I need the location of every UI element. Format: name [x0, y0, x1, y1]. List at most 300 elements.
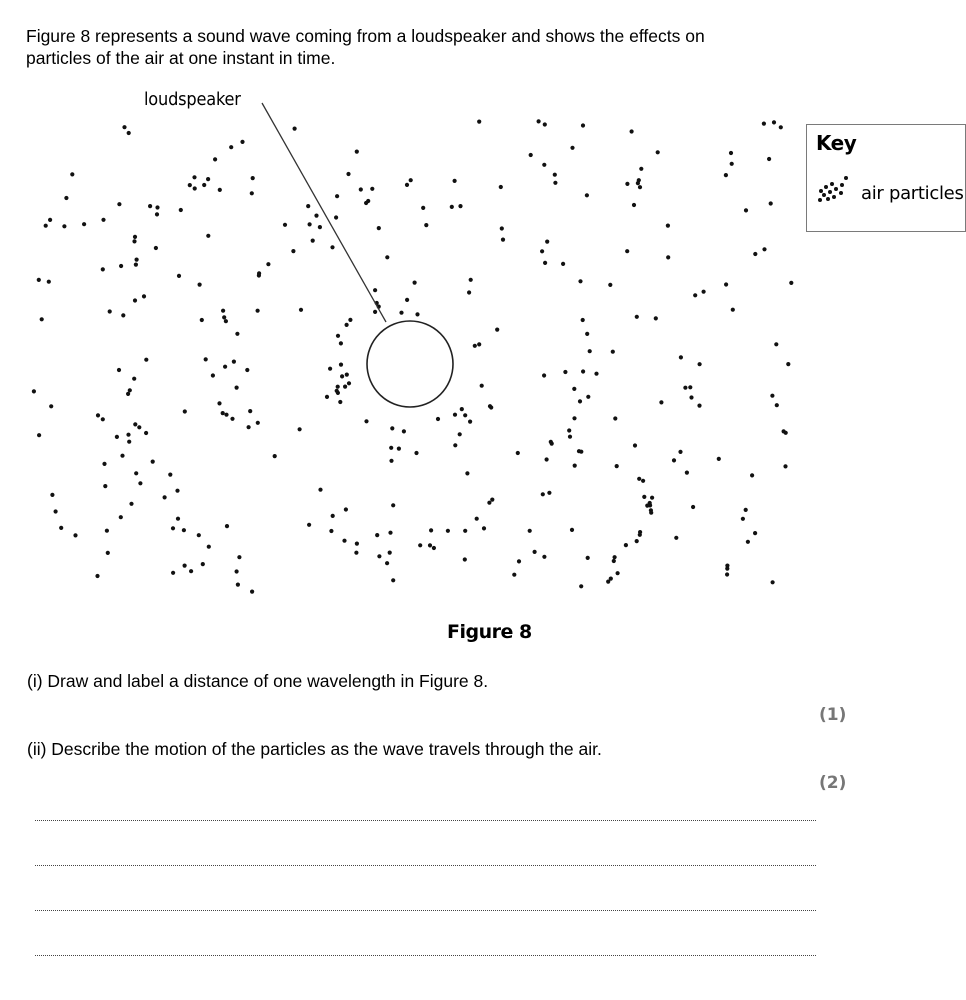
question-part-ii: (ii) Describe the motion of the particles as the wave travels through the air. [27, 739, 602, 759]
air-particle [237, 555, 241, 559]
air-particle [642, 495, 646, 499]
air-particle [328, 367, 332, 371]
air-particle [126, 392, 130, 396]
air-particle [724, 173, 728, 177]
air-particle [133, 298, 137, 302]
air-particle [122, 125, 126, 129]
air-particle [50, 493, 54, 497]
air-particle [638, 533, 642, 537]
air-particle [348, 318, 352, 322]
air-particle [775, 403, 779, 407]
air-particle [314, 214, 318, 218]
air-particle [175, 489, 179, 493]
loudspeaker-circle [367, 321, 453, 407]
air-particle [217, 401, 221, 405]
air-particle [540, 249, 544, 253]
air-particle [678, 450, 682, 454]
air-particle [391, 503, 395, 507]
air-particle [421, 206, 425, 210]
air-particle [762, 247, 766, 251]
air-particle [402, 429, 406, 433]
air-particle [48, 218, 52, 222]
air-particle [133, 422, 137, 426]
air-particle [377, 226, 381, 230]
air-particle [517, 559, 521, 563]
air-particle [469, 278, 473, 282]
figure-caption: Figure 8 [447, 621, 532, 643]
air-particle [105, 529, 109, 533]
air-particle [561, 262, 565, 266]
air-particle [345, 323, 349, 327]
air-particle [731, 308, 735, 312]
air-particle [482, 526, 486, 530]
air-particle [192, 175, 196, 179]
air-particle [729, 151, 733, 155]
air-particle [229, 145, 233, 149]
air-particle [586, 556, 590, 560]
air-particle [588, 349, 592, 353]
air-particle [432, 546, 436, 550]
air-particle [553, 173, 557, 177]
answer-line[interactable] [35, 865, 816, 866]
air-particle [37, 433, 41, 437]
air-particle [453, 413, 457, 417]
air-particle [542, 555, 546, 559]
air-particle [318, 225, 322, 229]
air-particle [306, 204, 310, 208]
air-particle [463, 557, 467, 561]
air-particle [581, 318, 585, 322]
air-particle [335, 194, 339, 198]
air-particle [32, 389, 36, 393]
air-particle [542, 373, 546, 377]
air-particle [129, 502, 133, 506]
air-particle [480, 384, 484, 388]
air-particle [413, 281, 417, 285]
air-particle [182, 528, 186, 532]
air-particles-icon [815, 173, 855, 213]
air-particle [724, 282, 728, 286]
air-particle [342, 539, 346, 543]
air-particle [340, 374, 344, 378]
air-particle [120, 454, 124, 458]
air-particle [730, 162, 734, 166]
air-particle [132, 239, 136, 243]
air-particle [197, 533, 201, 537]
air-particle [142, 294, 146, 298]
answer-line[interactable] [35, 910, 816, 911]
air-particle [293, 127, 297, 131]
air-particle [753, 252, 757, 256]
air-particle [774, 342, 778, 346]
loudspeaker-label: loudspeaker [144, 89, 241, 110]
air-particle [73, 533, 77, 537]
air-particle [240, 140, 244, 144]
air-particle [133, 235, 137, 239]
air-particle [424, 223, 428, 227]
air-particle [354, 551, 358, 555]
air-particle [779, 125, 783, 129]
air-particle [529, 153, 533, 157]
air-particle [545, 457, 549, 461]
air-particle [688, 385, 692, 389]
air-particle [573, 464, 577, 468]
air-particle [151, 460, 155, 464]
air-particle [251, 176, 255, 180]
air-particle [633, 443, 637, 447]
air-particle [336, 391, 340, 395]
air-particle [44, 224, 48, 228]
air-particle [103, 484, 107, 488]
air-particle [117, 368, 121, 372]
question-part-i: (i) Draw and label a distance of one wavelength in Figure 8. [27, 671, 489, 691]
air-particle [656, 150, 660, 154]
air-particle [608, 283, 612, 287]
air-particle [339, 341, 343, 345]
air-particle [64, 196, 68, 200]
air-particle [645, 504, 649, 508]
air-particle [786, 362, 790, 366]
air-particle [54, 509, 58, 513]
air-particle [108, 309, 112, 313]
air-particle [198, 283, 202, 287]
air-particle [101, 417, 105, 421]
air-particle [134, 263, 138, 267]
air-particle [336, 385, 340, 389]
air-particle [230, 417, 234, 421]
air-particle [82, 222, 86, 226]
air-particle [495, 328, 499, 332]
air-particle [689, 395, 693, 399]
air-particle [418, 543, 422, 547]
air-particle [659, 400, 663, 404]
air-particle [578, 279, 582, 283]
air-particle [625, 249, 629, 253]
air-particle [579, 450, 583, 454]
air-particle [236, 583, 240, 587]
air-particle [183, 409, 187, 413]
air-particle [207, 545, 211, 549]
air-particle [250, 590, 254, 594]
air-particle [436, 417, 440, 421]
air-particle [144, 431, 148, 435]
air-particle [516, 451, 520, 455]
air-particle [155, 205, 159, 209]
air-particle [202, 183, 206, 187]
air-particle [458, 204, 462, 208]
air-particle [221, 411, 225, 415]
air-particle [213, 157, 217, 161]
air-particle [563, 370, 567, 374]
air-particle [666, 255, 670, 259]
air-particle [177, 274, 181, 278]
key-item-label: air particles [861, 183, 964, 204]
air-particle [594, 372, 598, 376]
air-particle [698, 362, 702, 366]
air-particle [201, 562, 205, 566]
air-particle [586, 395, 590, 399]
air-particle [171, 571, 175, 575]
air-particle [635, 539, 639, 543]
air-particle [225, 524, 229, 528]
air-particle [567, 428, 571, 432]
air-particle [772, 120, 776, 124]
air-particle [702, 290, 706, 294]
air-particle [568, 435, 572, 439]
air-particle [70, 172, 74, 176]
air-particle [364, 201, 368, 205]
air-particle [148, 204, 152, 208]
air-particle [188, 183, 192, 187]
air-particle [581, 369, 585, 373]
air-particle [224, 319, 228, 323]
air-particle [771, 580, 775, 584]
air-particle [325, 395, 329, 399]
air-particle [616, 571, 620, 575]
air-particle [256, 309, 260, 313]
air-particle [218, 188, 222, 192]
air-particle [355, 542, 359, 546]
air-particle [247, 425, 251, 429]
air-particle [189, 569, 193, 573]
air-particle [273, 454, 277, 458]
air-particle [635, 315, 639, 319]
question-intro [26, 25, 826, 69]
air-particle [373, 288, 377, 292]
air-particle [345, 373, 349, 377]
air-particle [224, 413, 228, 417]
air-particle [329, 529, 333, 533]
air-particle [385, 255, 389, 259]
air-particle [390, 426, 394, 430]
air-particle [397, 447, 401, 451]
air-particle [336, 334, 340, 338]
air-particle [691, 505, 695, 509]
air-particle [500, 226, 504, 230]
air-particle [115, 435, 119, 439]
air-particle [550, 442, 554, 446]
air-particle [299, 308, 303, 312]
air-particle [553, 181, 557, 185]
air-particle [463, 529, 467, 533]
air-particle [409, 178, 413, 182]
air-particle [415, 312, 419, 316]
air-particle [725, 567, 729, 571]
air-particle [96, 413, 100, 417]
air-particle [639, 167, 643, 171]
intro-line-1: Figure 8 represents a sound wave coming from a loudspeaker and shows the effects on [26, 26, 705, 46]
air-particle [127, 131, 131, 135]
air-particle [581, 123, 585, 127]
air-particle [533, 550, 537, 554]
air-particle [388, 531, 392, 535]
air-particle [579, 584, 583, 588]
air-particle [307, 523, 311, 527]
air-particle [388, 551, 392, 555]
air-particle [572, 416, 576, 420]
air-particle [725, 572, 729, 576]
air-particle [638, 185, 642, 189]
air-particle [155, 212, 159, 216]
air-particle [770, 394, 774, 398]
air-particle [206, 234, 210, 238]
air-particle [570, 146, 574, 150]
air-particle [467, 290, 471, 294]
intro-line-2: particles of the air at one instant in time. [26, 48, 336, 68]
air-particle [154, 246, 158, 250]
air-particle [465, 471, 469, 475]
air-particle [429, 528, 433, 532]
air-particle [176, 517, 180, 521]
air-particle [95, 574, 99, 578]
air-particle [446, 529, 450, 533]
air-particle [223, 365, 227, 369]
air-particle [344, 507, 348, 511]
air-particle [117, 202, 121, 206]
air-particle [609, 577, 613, 581]
air-particle [204, 357, 208, 361]
key-box [806, 124, 966, 232]
answer-line[interactable] [35, 955, 816, 956]
air-particle [370, 187, 374, 191]
air-particle [389, 459, 393, 463]
air-particle [501, 238, 505, 242]
air-particle [693, 293, 697, 297]
air-particle [119, 264, 123, 268]
air-particle [126, 433, 130, 437]
air-particle [405, 298, 409, 302]
air-particle [168, 473, 172, 477]
air-particle [318, 488, 322, 492]
air-particle [222, 315, 226, 319]
air-particle [615, 464, 619, 468]
air-particle [179, 208, 183, 212]
air-particle [330, 245, 334, 249]
air-particle [339, 363, 343, 367]
air-particle [636, 181, 640, 185]
air-particle [334, 215, 338, 219]
air-particle [101, 218, 105, 222]
air-particle [578, 399, 582, 403]
air-particle [163, 495, 167, 499]
air-particle [428, 543, 432, 547]
air-particle [542, 163, 546, 167]
air-particle [359, 187, 363, 191]
air-particle [683, 386, 687, 390]
air-particle [373, 310, 377, 314]
air-particle [308, 222, 312, 226]
air-particle [134, 471, 138, 475]
air-particle [355, 150, 359, 154]
air-particle [537, 119, 541, 123]
air-particle [784, 431, 788, 435]
air-particle [298, 427, 302, 431]
air-particle [545, 240, 549, 244]
air-particle [144, 358, 148, 362]
air-particle [649, 511, 653, 515]
air-particle [625, 182, 629, 186]
air-particle [405, 183, 409, 187]
air-particle [450, 205, 454, 209]
air-particle [744, 508, 748, 512]
air-particle [630, 129, 634, 133]
air-particle [473, 344, 477, 348]
air-particle [611, 350, 615, 354]
air-particle [399, 311, 403, 315]
answer-line[interactable] [35, 820, 816, 821]
air-particle [283, 223, 287, 227]
air-particle [458, 432, 462, 436]
air-particle [119, 515, 123, 519]
air-particle [789, 281, 793, 285]
air-particle [200, 318, 204, 322]
air-particle [235, 569, 239, 573]
air-particle [547, 491, 551, 495]
loudspeaker-leader-line [262, 103, 386, 322]
air-particle [364, 419, 368, 423]
air-particle [637, 477, 641, 481]
air-particle [477, 120, 481, 124]
air-particle [343, 385, 347, 389]
air-particle [206, 177, 210, 181]
air-particle [453, 179, 457, 183]
air-particle [475, 517, 479, 521]
air-particle [750, 473, 754, 477]
air-particle [248, 409, 252, 413]
air-particle [697, 404, 701, 408]
air-particle [245, 368, 249, 372]
air-particle [49, 404, 53, 408]
air-particle [132, 377, 136, 381]
air-particle [391, 578, 395, 582]
air-particle [221, 309, 225, 313]
air-particle [685, 471, 689, 475]
air-particle [762, 122, 766, 126]
air-particle [460, 407, 464, 411]
air-particle [183, 564, 187, 568]
air-particle [311, 239, 315, 243]
air-particle [717, 457, 721, 461]
air-particle [767, 157, 771, 161]
air-particle [331, 514, 335, 518]
air-particle [613, 416, 617, 420]
air-particle [468, 420, 472, 424]
air-particle [453, 443, 457, 447]
air-particle [654, 316, 658, 320]
air-particle [499, 185, 503, 189]
air-particle [528, 529, 532, 533]
air-particle [389, 446, 393, 450]
air-particle [746, 540, 750, 544]
key-title: Key [816, 131, 857, 155]
air-particle [37, 278, 41, 282]
air-particle [375, 533, 379, 537]
sound-wave-figure [0, 80, 800, 610]
air-particle [463, 413, 467, 417]
air-particle [211, 373, 215, 377]
air-particle [385, 561, 389, 565]
air-particle [338, 400, 342, 404]
air-particle [414, 451, 418, 455]
air-particle [570, 528, 574, 532]
air-particle [232, 360, 236, 364]
air-particle [543, 261, 547, 265]
air-particle [783, 464, 787, 468]
air-particle [121, 313, 125, 317]
air-particle [127, 440, 131, 444]
air-particle [377, 554, 381, 558]
air-particle [632, 203, 636, 207]
